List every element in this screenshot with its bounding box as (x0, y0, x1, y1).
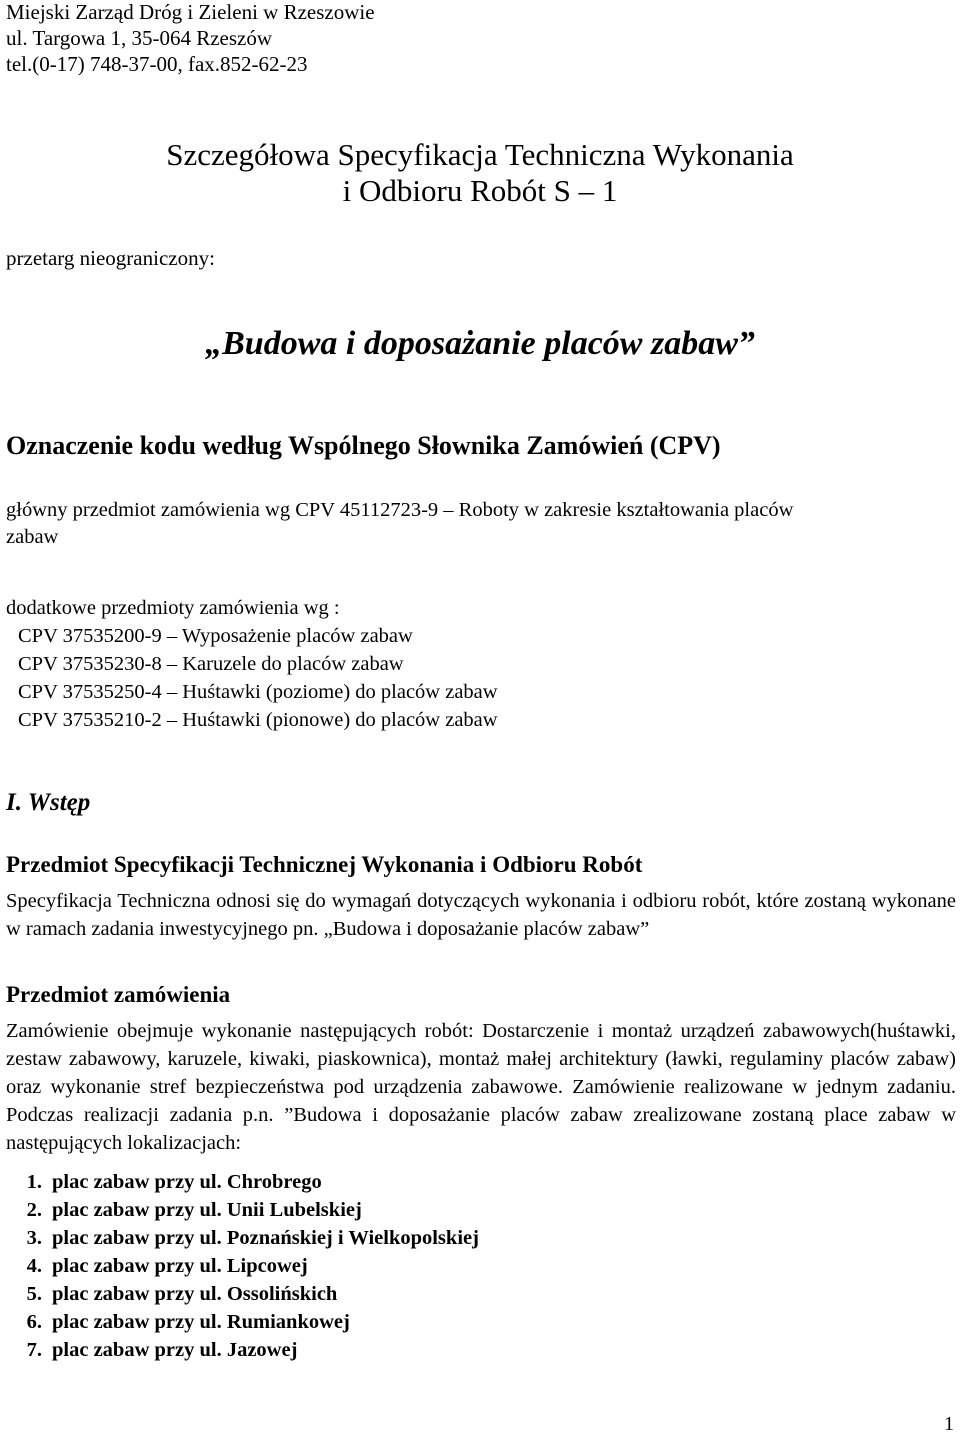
list-item (0, 1196, 479, 1224)
subject-heading: Przedmiot Specyfikacji Technicznej Wykonania i Odbioru Robót (6, 852, 643, 877)
cpv-additional-item: CPV 37535250-4 – Huśtawki (poziome) do placów zabaw (18, 681, 498, 703)
list-item (0, 1336, 479, 1364)
list-item (0, 1252, 479, 1280)
list-label: plac zabaw przy ul. Unii Lubelskiej (52, 1199, 362, 1221)
list-item (0, 1308, 479, 1336)
page-number: 1 (944, 1413, 954, 1435)
tender-type: przetarg nieograniczony: (6, 246, 215, 270)
list-number: 6. (26, 1311, 42, 1333)
list-number: 5. (26, 1283, 42, 1305)
org-name: Miejski Zarząd Dróg i Zieleni w Rzeszowie (6, 0, 375, 24)
order-text: Zamówienie obejmuje wykonanie następujących robót: Dostarczenie i montaż urządzeń zabawowych(huśtawki, zestaw zabawowy, karuzele, kiwaki, piaskownica), montaż małej architektury (ławki, regulaminy placów zabaw) oraz wykonanie stref bezpieczeństwa pod urządzenia zabawowe. Zamówienie realizowane w jednym zadaniu. Podczas realizacji zadania p.n. ”Budowa i doposażanie placów zabaw zrealizowane zostaną place zabaw w następujących lokalizacjach: (6, 1020, 956, 1154)
org-contact: tel.(0-17) 748-37-00, fax.852-62-23 (6, 52, 308, 76)
list-label: plac zabaw przy ul. Ossolińskich (52, 1283, 338, 1305)
cpv-additional-item: CPV 37535210-2 – Huśtawki (pionowe) do placów zabaw (18, 709, 498, 731)
list-number: 1. (26, 1171, 42, 1193)
locations-list (0, 1168, 479, 1364)
cpv-additional-item: CPV 37535200-9 – Wyposażenie placów zabaw (18, 625, 413, 647)
org-address: ul. Targowa 1, 35-064 Rzeszów (6, 26, 273, 50)
list-number: 3. (26, 1227, 42, 1249)
list-number: 2. (26, 1199, 42, 1221)
list-label: plac zabaw przy ul. Poznańskiej i Wielkopolskiej (52, 1227, 479, 1249)
list-label: plac zabaw przy ul. Rumiankowej (52, 1311, 350, 1333)
list-label: plac zabaw przy ul. Lipcowej (52, 1255, 308, 1277)
list-item (0, 1280, 479, 1308)
cpv-main-line1: główny przedmiot zamówienia wg CPV 45112723-9 – Roboty w zakresie kształtowania placów (6, 499, 794, 521)
cpv-main-line2: zabaw (6, 526, 59, 548)
list-item (0, 1224, 479, 1252)
list-label: plac zabaw przy ul. Chrobrego (52, 1171, 322, 1193)
section-heading-intro: I. Wstęp (6, 789, 91, 816)
document-title-line2: i Odbioru Robót S – 1 (342, 173, 618, 208)
cpv-additional-item: CPV 37535230-8 – Karuzele do placów zabaw (18, 653, 404, 675)
list-item (0, 1168, 479, 1196)
project-name: „Budowa i doposażanie placów zabaw” (205, 325, 755, 362)
cpv-additional-heading: dodatkowe przedmioty zamówienia wg : (6, 597, 340, 619)
list-number: 7. (26, 1339, 42, 1361)
list-number: 4. (26, 1255, 42, 1277)
cpv-heading: Oznaczenie kodu według Wspólnego Słownika Zamówień (CPV) (6, 431, 721, 460)
list-label: plac zabaw przy ul. Jazowej (52, 1339, 298, 1361)
order-heading: Przedmiot zamówienia (6, 982, 231, 1007)
document-title-line1: Szczegółowa Specyfikacja Techniczna Wykonania (166, 137, 794, 172)
subject-text: Specyfikacja Techniczna odnosi się do wymagań dotyczących wykonania i odbioru robót, które zostaną wykonane w ramach zadania inwestycyjnego pn. „Budowa i doposażanie placów zabaw” (6, 890, 956, 940)
